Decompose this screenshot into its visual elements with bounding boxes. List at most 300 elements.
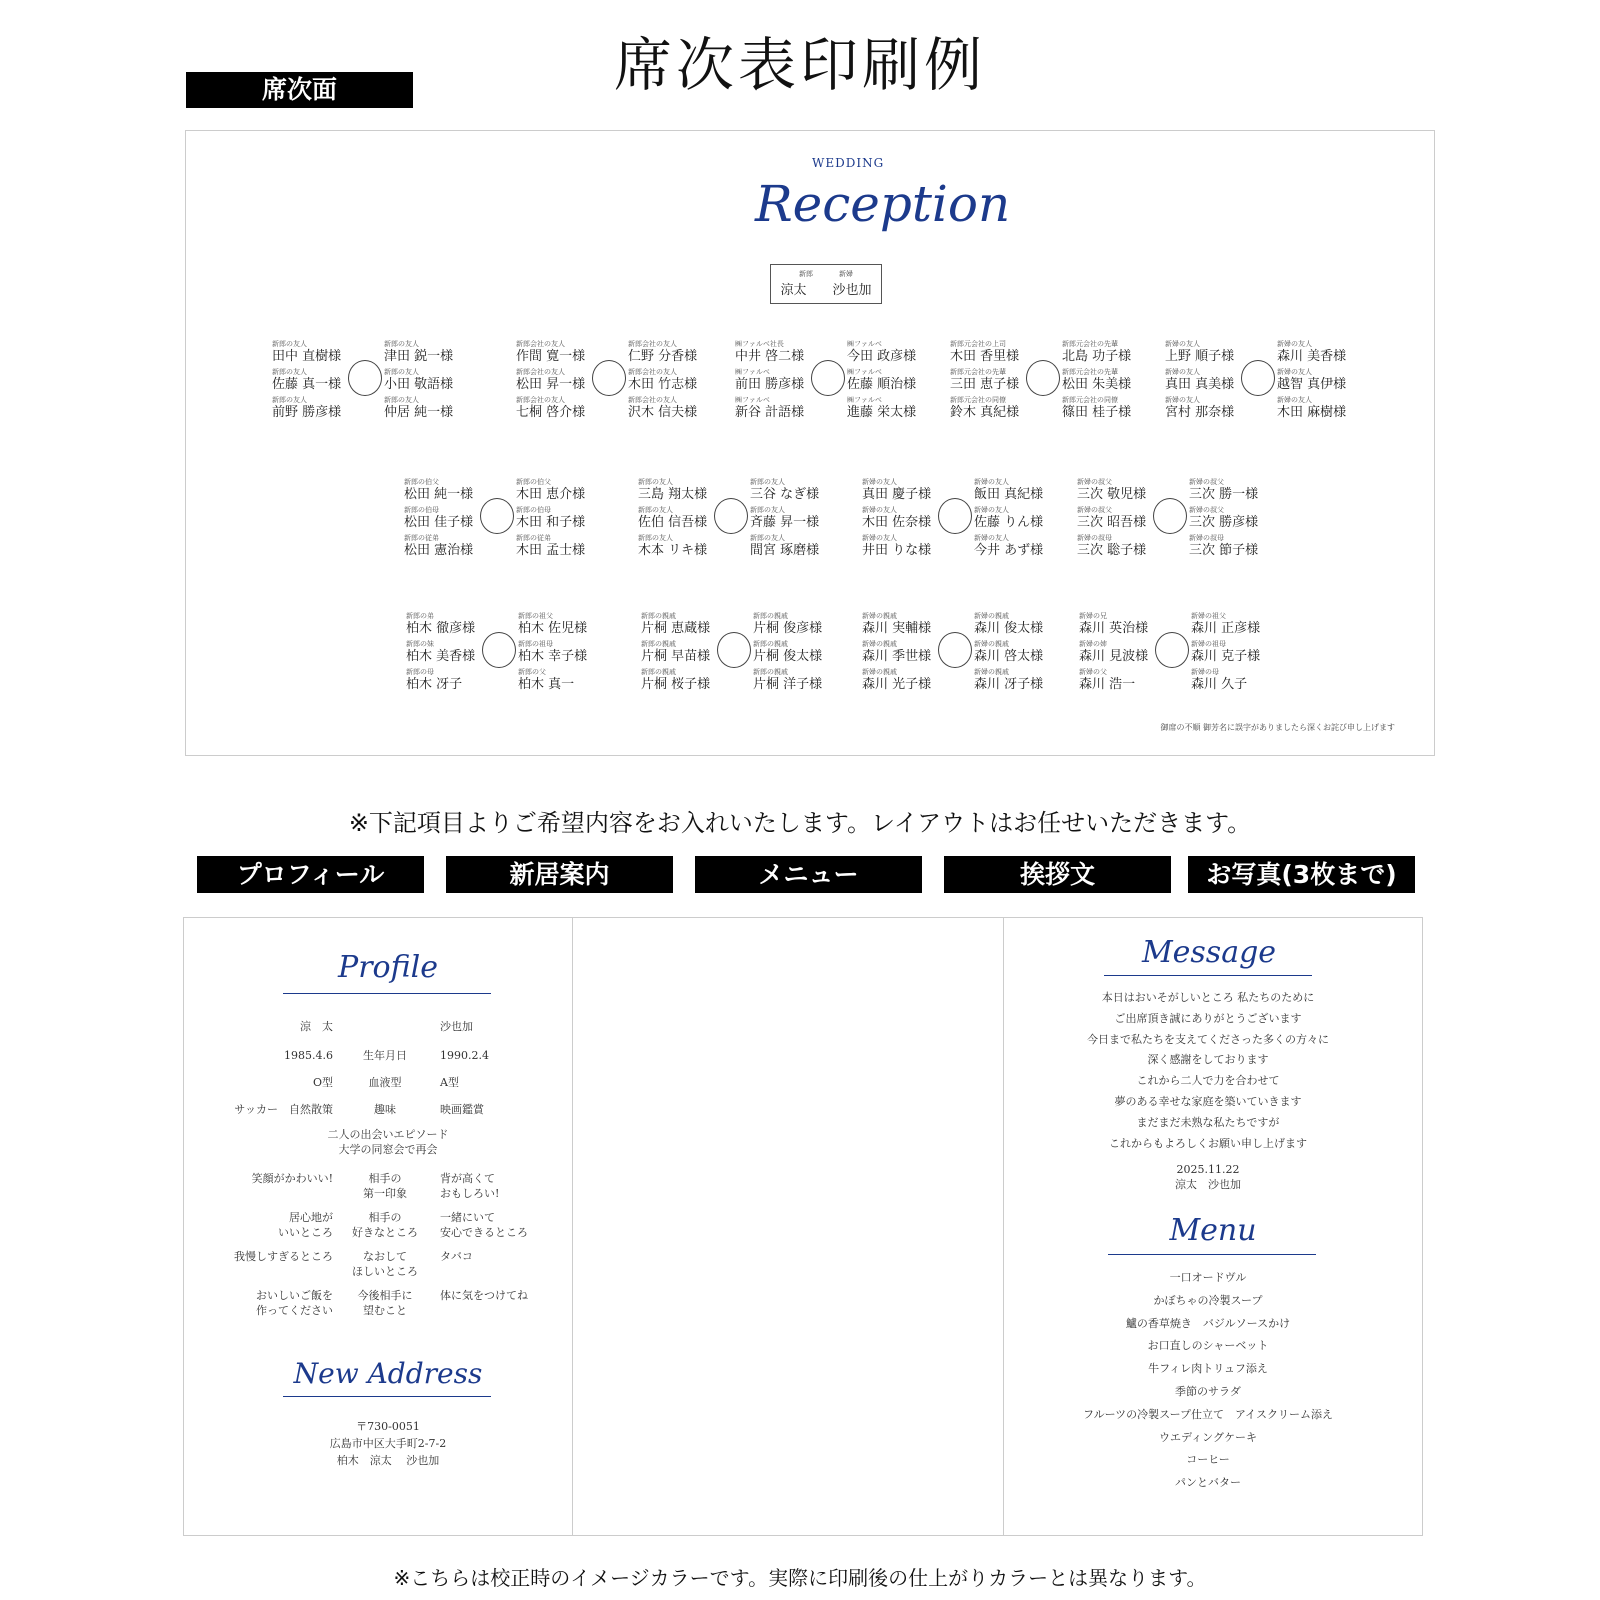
menu-item: かぼちゃの冷製スープ — [1153, 1293, 1263, 1307]
guest-table — [1077, 478, 1287, 558]
profile-item-value: 一緒にいて 安心できるところ — [440, 1211, 528, 1239]
page-title: 席次表印刷例 — [613, 31, 986, 99]
guest — [862, 668, 956, 696]
guest-column — [1189, 478, 1283, 562]
guest-name: 仲居 純一様 — [384, 405, 454, 420]
guest-relation: 新郎の友人 — [750, 534, 785, 542]
message-signoff — [1040, 1162, 1376, 1192]
guest — [862, 534, 956, 562]
profile-item-value: 涼 太 — [300, 1020, 333, 1033]
guest — [1165, 340, 1259, 368]
guest-name: 今井 あず様 — [974, 543, 1044, 558]
guest-relation: 新郎の友人 — [272, 340, 307, 348]
guest-relation: 新郎の父 — [518, 668, 546, 676]
couple-box — [770, 264, 882, 304]
profile-item-value: 我慢しすぎるところ — [234, 1250, 333, 1263]
guest-name: 三次 節子様 — [1189, 543, 1259, 558]
guest-name: 森川 美香様 — [1277, 349, 1347, 364]
guest — [1062, 396, 1156, 424]
guest — [950, 340, 1044, 368]
guest — [272, 396, 366, 424]
guest — [272, 340, 366, 368]
guest-relation: 新郎の従弟 — [516, 534, 551, 542]
guest — [638, 534, 732, 562]
guest — [518, 612, 612, 640]
profile-item-label: 今後相手に 望むこと — [357, 1289, 413, 1317]
guest-name: 森川 正彦様 — [1191, 621, 1261, 636]
address-rule — [283, 1396, 491, 1397]
guest — [1079, 612, 1173, 640]
footer-note: ※こちらは校正時のイメージカラーです。実際に印刷後の仕上がりカラーとは異なります。 — [393, 1566, 1207, 1590]
table-circle-icon — [1241, 360, 1275, 396]
guest-name: 小田 敬語様 — [384, 377, 454, 392]
message-line: これから二人で力を合わせて — [1136, 1074, 1280, 1088]
guest-relation: 新郎会社の友人 — [516, 396, 565, 404]
guest — [518, 668, 612, 696]
guest — [862, 612, 956, 640]
guest-name: 柏木 幸子様 — [518, 649, 588, 664]
message-names: 涼太 沙也加 — [1175, 1178, 1241, 1191]
table-circle-icon — [592, 360, 626, 396]
guest — [862, 478, 956, 506]
profile-item-value: 背が高くて おもしろい! — [440, 1172, 500, 1200]
menu-item: お口直しのシャーベット — [1147, 1339, 1269, 1353]
guest-table — [862, 612, 1072, 692]
apology-note: 御席の不順 御芳名に誤字がありましたら深くお詫び申し上げます — [1160, 723, 1395, 732]
guest-relation: 新婦の親戚 — [974, 668, 1009, 676]
message-line: ご出席頂き誠にありがとうございます — [1114, 1011, 1302, 1025]
fold-line — [572, 917, 573, 1536]
guest-name: 森川 英治様 — [1079, 621, 1149, 636]
guest — [735, 396, 829, 424]
guest-table — [516, 340, 726, 420]
guest-relation: 新婦の友人 — [1165, 368, 1200, 376]
seat-side-label: 席次面 — [186, 72, 413, 108]
guest-relation: 新郎元会社の先輩 — [950, 368, 1006, 376]
guest-relation: 新婦の友人 — [1277, 396, 1312, 404]
guest-relation: 新婦の叔父 — [1189, 478, 1224, 486]
guest-name: 木本 リキ様 — [638, 543, 708, 558]
guest-relation: 新婦の母 — [1191, 668, 1219, 676]
guest-table — [641, 612, 851, 692]
guest — [1189, 534, 1283, 562]
guest-name: 片桐 俊太様 — [753, 649, 823, 664]
guest-name: 松田 憲治様 — [404, 543, 474, 558]
message-line: 夢のある幸せな家庭を築いていきます — [1114, 1094, 1302, 1108]
tab-new-address: 新居案内 — [446, 856, 673, 893]
guest-name: 三次 昭吾様 — [1077, 515, 1147, 530]
guest — [753, 640, 847, 668]
guest — [638, 478, 732, 506]
message-line: 深く感謝をしております — [1147, 1053, 1269, 1067]
guest-relation: 新婦の叔父 — [1077, 506, 1112, 514]
guest — [1077, 478, 1171, 506]
guest-relation: ㈱ファルベ — [735, 368, 770, 376]
guest — [516, 396, 610, 424]
guest-relation: 新婦の友人 — [974, 478, 1009, 486]
message-body — [1040, 988, 1376, 1154]
menu-item: コーヒー — [1186, 1453, 1230, 1467]
guest-relation: 新婦の友人 — [862, 534, 897, 542]
table-circle-icon — [348, 360, 382, 396]
guest-name: 中井 啓二様 — [735, 349, 805, 364]
guest-relation: 新郎の祖父 — [518, 612, 553, 620]
guest — [735, 340, 829, 368]
guest-relation: 新婦の親戚 — [862, 668, 897, 676]
guest-relation: 新婦の友人 — [1165, 396, 1200, 404]
guest — [1191, 640, 1285, 668]
guest-relation: 新郎元会社の同僚 — [950, 396, 1006, 404]
guest — [1191, 668, 1285, 696]
guest — [750, 506, 844, 534]
guest-relation: 新郎の伯父 — [516, 478, 551, 486]
tab-menu: メニュー — [695, 856, 922, 893]
guest — [974, 668, 1068, 696]
guest-relation: 新婦の友人 — [862, 506, 897, 514]
tab-photos: お写真(3枚まで) — [1188, 856, 1415, 893]
guest-name: 柏木 佐児様 — [518, 621, 588, 636]
guest-name: 森川 実輔様 — [862, 621, 932, 636]
message-line: まだまだ未熟な私たちですが — [1136, 1115, 1280, 1129]
profile-item-value: タバコ — [440, 1250, 473, 1263]
table-circle-icon — [717, 632, 751, 668]
guest-relation: 新婦の祖父 — [1191, 612, 1226, 620]
guest-relation: 新郎の友人 — [750, 506, 785, 514]
guest-column — [847, 340, 941, 424]
menu-item: パンとバター — [1175, 1476, 1241, 1490]
guest-relation: 新婦の兄 — [1079, 612, 1107, 620]
guest-table — [1165, 340, 1375, 420]
guest — [641, 612, 735, 640]
guest-name: 片桐 桜子様 — [641, 677, 711, 692]
guest-name: 前野 勝彦様 — [272, 405, 342, 420]
guest-relation: 新婦の友人 — [1165, 340, 1200, 348]
guest-relation: 新郎元会社の同僚 — [1062, 396, 1118, 404]
guest — [1277, 368, 1371, 396]
guest-name: 間宮 琢磨様 — [750, 543, 820, 558]
logo-small-text: WEDDING — [812, 156, 885, 170]
guest-relation: 新婦の姉 — [1079, 640, 1107, 648]
guest-relation: 新郎の友人 — [384, 396, 419, 404]
guest-name: 佐藤 順治様 — [847, 377, 917, 392]
guest-relation: 新婦の叔父 — [1077, 478, 1112, 486]
message-rule — [1104, 975, 1312, 976]
profile-item-label: 趣味 — [374, 1103, 396, 1116]
guest-name: 森川 光子様 — [862, 677, 932, 692]
profile-item-label: なおして ほしいところ — [352, 1250, 418, 1278]
guest-relation: ㈱ファルベ — [847, 340, 882, 348]
guest-relation: 新郎の友人 — [272, 396, 307, 404]
guest-name: 三島 翔太様 — [638, 487, 708, 502]
guest — [406, 612, 500, 640]
guest-name: 木田 竹志様 — [628, 377, 698, 392]
guest-relation: 新婦の叔父 — [1189, 506, 1224, 514]
guest-table — [950, 340, 1160, 420]
guest — [753, 612, 847, 640]
address-line: 広島市中区大手町2-7-2 — [329, 1437, 447, 1450]
guest-relation: 新婦の親戚 — [974, 640, 1009, 648]
guest-relation: 新郎元会社の上司 — [950, 340, 1006, 348]
guest — [384, 396, 478, 424]
address-title: New Address — [293, 1357, 483, 1390]
guest-name: 片桐 早苗様 — [641, 649, 711, 664]
guest-relation: 新郎の伯母 — [404, 506, 439, 514]
guest — [1077, 534, 1171, 562]
guest-relation: 新郎の弟 — [406, 612, 434, 620]
guest-name: 井田 りな様 — [862, 543, 932, 558]
guest-relation: 新婦の友人 — [974, 534, 1009, 542]
guest — [847, 396, 941, 424]
guest — [384, 368, 478, 396]
groom-title: 新郎 — [799, 270, 813, 278]
profile-item-value: 居心地が いいところ — [278, 1211, 333, 1239]
guest — [516, 534, 610, 562]
guest — [516, 506, 610, 534]
guest-relation: 新郎の友人 — [384, 368, 419, 376]
table-circle-icon — [480, 498, 514, 534]
table-circle-icon — [714, 498, 748, 534]
guest-name: 森川 久子 — [1191, 677, 1248, 692]
guest-name: 木田 和子様 — [516, 515, 586, 530]
guest-name: 森川 啓太様 — [974, 649, 1044, 664]
profile-item-value: 1990.2.4 — [440, 1049, 489, 1062]
guest-relation: 新郎会社の友人 — [516, 368, 565, 376]
tab-profile: プロフィール — [197, 856, 424, 893]
postal-code: 〒730-0051 — [356, 1420, 420, 1433]
guest-relation: 新婦の叔母 — [1189, 534, 1224, 542]
profile-item-value: A型 — [440, 1076, 459, 1089]
guest-name: 森川 見波様 — [1079, 649, 1149, 664]
profile-item-value: 沙也加 — [440, 1020, 473, 1033]
guest-relation: 新郎の母 — [406, 668, 434, 676]
guest — [406, 668, 500, 696]
guest-column — [384, 340, 478, 424]
guest — [518, 640, 612, 668]
guest — [628, 368, 722, 396]
guest-name: 三次 勝彦様 — [1189, 515, 1259, 530]
episode: 二人の出会いエピソード 大学の同窓会で再会 — [327, 1128, 449, 1156]
guest-name: 松田 純一様 — [404, 487, 474, 502]
guest — [641, 668, 735, 696]
guest — [974, 534, 1068, 562]
guest-relation: 新婦の叔母 — [1077, 534, 1112, 542]
message-title: Message — [1141, 935, 1277, 970]
guest — [847, 368, 941, 396]
guest-name: 三田 恵子様 — [950, 377, 1020, 392]
profile-item-value: O型 — [312, 1076, 333, 1089]
guest-name: 三谷 なぎ様 — [750, 487, 820, 502]
guest-column — [516, 478, 610, 562]
guest-name: 松田 佳子様 — [404, 515, 474, 530]
guest-column — [1191, 612, 1285, 696]
profile-rule — [283, 993, 491, 994]
guest — [1189, 478, 1283, 506]
menu-list — [1040, 1267, 1376, 1495]
guest-relation: 新郎の友人 — [638, 534, 673, 542]
guest-relation: ㈱ファルベ — [847, 396, 882, 404]
guest-name: 木田 香里様 — [950, 349, 1020, 364]
guest-name: 森川 冴子様 — [974, 677, 1044, 692]
address-block — [283, 1418, 493, 1469]
logo-big-text: Reception — [755, 175, 1011, 233]
profile-item-value: 笑顔がかわいい! — [251, 1172, 333, 1185]
guest — [384, 340, 478, 368]
guest-relation: 新郎会社の友人 — [628, 396, 677, 404]
profile-item-label: 生年月日 — [363, 1049, 407, 1062]
guest-name: 木田 麻樹様 — [1277, 405, 1347, 420]
guest — [1079, 668, 1173, 696]
guest — [974, 478, 1068, 506]
guest-relation: 新婦の友人 — [1277, 340, 1312, 348]
guest-name: 森川 浩一 — [1079, 677, 1136, 692]
guest — [404, 534, 498, 562]
guest-name: 真田 慶子様 — [862, 487, 932, 502]
guest-relation: 新婦の祖母 — [1191, 640, 1226, 648]
guest-relation: 新婦の友人 — [974, 506, 1009, 514]
guest-name: 新谷 計語様 — [735, 405, 805, 420]
profile-item-label: 血液型 — [368, 1076, 402, 1089]
guest — [1277, 340, 1371, 368]
guest-relation: 新婦の友人 — [1277, 368, 1312, 376]
menu-item: フルーツの冷製スープ仕立て アイスクリーム添え — [1083, 1407, 1333, 1421]
table-circle-icon — [1026, 360, 1060, 396]
guest-table — [1079, 612, 1289, 692]
guest-name: 森川 俊太様 — [974, 621, 1044, 636]
guest — [628, 340, 722, 368]
address-names: 柏木 涼太 沙也加 — [336, 1454, 440, 1467]
guest — [974, 506, 1068, 534]
guest-name: 三次 敬児様 — [1077, 487, 1147, 502]
guest-name: 柏木 徹彦様 — [406, 621, 476, 636]
guest-relation: 新郎の友人 — [638, 506, 673, 514]
menu-item: ウエディングケーキ — [1159, 1430, 1257, 1444]
guest-relation: 新郎会社の友人 — [628, 368, 677, 376]
guest-name: 木田 佐奈様 — [862, 515, 932, 530]
guest-name: 佐藤 真一様 — [272, 377, 342, 392]
guest — [1062, 368, 1156, 396]
guest-name: 木田 恵介様 — [516, 487, 586, 502]
guest-relation: 新郎の親戚 — [641, 668, 676, 676]
profile-item-value: 1985.4.6 — [284, 1049, 333, 1062]
guest-relation: 新郎の親戚 — [753, 640, 788, 648]
menu-item: 鱸の香草焼き バジルソースかけ — [1125, 1316, 1291, 1330]
guest — [628, 396, 722, 424]
guest-name: 鈴木 真紀様 — [950, 405, 1020, 420]
guest-relation: 新郎の友人 — [638, 478, 673, 486]
guest-name: 真田 真美様 — [1165, 377, 1235, 392]
guest-name: 津田 鋭一様 — [384, 349, 454, 364]
guest-relation: 新郎の祖母 — [518, 640, 553, 648]
guest-relation: 新郎の伯父 — [404, 478, 439, 486]
profile-item-value: サッカー 自然散策 — [234, 1103, 333, 1116]
guest — [1062, 340, 1156, 368]
menu-item: 季節のサラダ — [1175, 1384, 1241, 1398]
guest-relation: 新郎会社の友人 — [628, 340, 677, 348]
guest — [1165, 396, 1259, 424]
guest-relation: 新郎の友人 — [384, 340, 419, 348]
guest-name: 北島 功子様 — [1062, 349, 1132, 364]
guest-name: 片桐 恵蔵様 — [641, 621, 711, 636]
guest — [950, 396, 1044, 424]
message-date: 2025.11.22 — [1176, 1163, 1240, 1176]
menu-item: 一口オードヴル — [1169, 1271, 1247, 1284]
guest-table — [862, 478, 1072, 558]
guest — [1189, 506, 1283, 534]
guest-name: 前田 勝彦様 — [735, 377, 805, 392]
guest-name: 越智 真伊様 — [1277, 377, 1347, 392]
guest-name: 飯田 真紀様 — [974, 487, 1044, 502]
guest-relation: 新郎の友人 — [272, 368, 307, 376]
guest — [404, 478, 498, 506]
bride-title: 新婦 — [839, 270, 853, 278]
guest-relation: 新郎の親戚 — [753, 668, 788, 676]
guest-relation: 新郎の妹 — [406, 640, 434, 648]
table-circle-icon — [482, 632, 516, 668]
message-line: 今日まで私たちを支えてくださった多くの方々に — [1087, 1032, 1329, 1046]
guest — [516, 340, 610, 368]
message-line: 本日はおいそがしいところ 私たちのために — [1101, 991, 1315, 1004]
guest — [974, 612, 1068, 640]
guest-column — [1062, 340, 1156, 424]
bride-name: 沙也加 — [832, 283, 872, 298]
profile-item-value: 体に気をつけてね — [440, 1289, 528, 1302]
guest — [847, 340, 941, 368]
guest-name: 七桐 啓介様 — [516, 405, 586, 420]
guest-name: 斉藤 昇一様 — [750, 515, 820, 530]
guest — [1191, 612, 1285, 640]
guest-name: 片桐 俊彦様 — [753, 621, 823, 636]
guest-name: 木田 孟士様 — [516, 543, 586, 558]
table-circle-icon — [938, 632, 972, 668]
guest-name: 森川 季世様 — [862, 649, 932, 664]
reception-logo — [700, 150, 1011, 250]
guest-name: 松田 昇一様 — [516, 377, 586, 392]
table-circle-icon — [938, 498, 972, 534]
guest-relation: ㈱ファルベ社長 — [735, 340, 784, 348]
guest — [974, 640, 1068, 668]
guest-name: 沢木 信夫様 — [628, 405, 698, 420]
profile-item-label: 相手の 第一印象 — [363, 1172, 407, 1200]
table-circle-icon — [811, 360, 845, 396]
guest-table — [638, 478, 848, 558]
guest-table — [735, 340, 945, 420]
guest-name: 三次 勝一様 — [1189, 487, 1259, 502]
guest-column — [518, 612, 612, 696]
guest-relation: 新郎元会社の先輩 — [1062, 368, 1118, 376]
guest-relation: 新郎の親戚 — [641, 612, 676, 620]
guest-name: 松田 朱美様 — [1062, 377, 1132, 392]
groom-name: 涼太 — [780, 283, 807, 298]
guest — [516, 478, 610, 506]
guest-name: 片桐 洋子様 — [753, 677, 823, 692]
guest-name: 柏木 冴子 — [406, 677, 463, 692]
guest-table — [404, 478, 614, 558]
guest-relation: 新郎の親戚 — [641, 640, 676, 648]
guest-relation: 新婦の親戚 — [974, 612, 1009, 620]
guest — [1277, 396, 1371, 424]
menu-title: Menu — [1169, 1213, 1257, 1248]
guest-column — [974, 478, 1068, 562]
guest-name: 柏木 美香様 — [406, 649, 476, 664]
guest-column — [753, 612, 847, 696]
guest-name: 佐伯 信吾様 — [638, 515, 708, 530]
guest-name: 今田 政彦様 — [847, 349, 917, 364]
profile-item-value: 映画鑑賞 — [440, 1103, 484, 1116]
guest-relation: 新郎元会社の先輩 — [1062, 340, 1118, 348]
guest-name: 篠田 桂子様 — [1062, 405, 1132, 420]
instruction-text: ※下記項目よりご希望内容をお入れいたします。レイアウトはお任せいただきます。 — [348, 809, 1252, 837]
guest-column — [1277, 340, 1371, 424]
